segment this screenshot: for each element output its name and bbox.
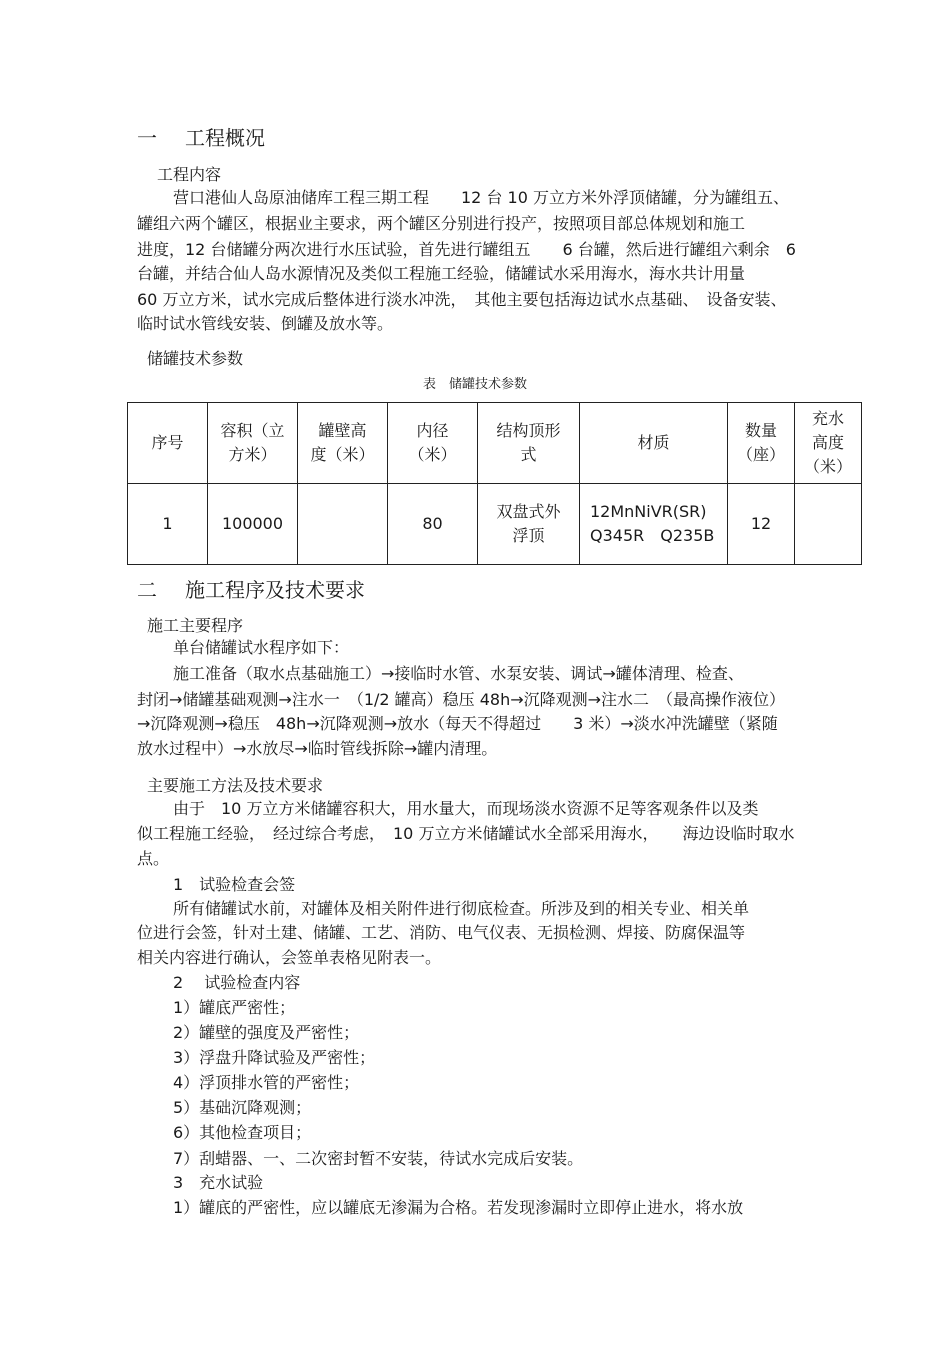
- tank-parameters-table: [127, 402, 862, 565]
- header-cell-diameter: 内径 （米）: [388, 403, 478, 484]
- table-header-row: [128, 403, 862, 484]
- item2-list-4: 4）浮顶排水管的严密性；: [173, 1073, 360, 1092]
- proc-line-2: 封闭→储罐基础观测→注水一 （1/2 罐高）稳压 48h→沉降观测→注水二 （最高操作液位）: [137, 690, 786, 709]
- header-cell-fill-height: 充水 高度 （米）: [795, 403, 862, 484]
- section1-sub1: 工程内容: [157, 165, 222, 184]
- header-cell-roof-type: 结构顶形 式: [478, 403, 580, 484]
- item2-list-5: 5）基础沉降观测；: [173, 1098, 312, 1117]
- cell-no: 1: [128, 484, 208, 565]
- item1-line-3: 相关内容进行确认，会签单表格见附表一。: [137, 948, 442, 967]
- section2-sub2: 主要施工方法及技术要求: [147, 776, 324, 795]
- cell-roof-type: 双盘式外 浮顶: [478, 484, 580, 565]
- item1-line-2: 位进行会签，针对土建、储罐、工艺、消防、电气仪表、无损检测、焊接、防腐保温等: [137, 923, 746, 942]
- proc-intro: 单台储罐试水程序如下：: [173, 638, 350, 657]
- item2-list-2: 2）罐壁的强度及严密性；: [173, 1023, 360, 1042]
- header-cell-volume: 容积（立 方米）: [208, 403, 298, 484]
- header-cell-no: 序号: [128, 403, 208, 484]
- section2-heading: [137, 574, 365, 603]
- item1-line-1: 所有储罐试水前，对罐体及相关附件进行彻底检查。所涉及到的相关专业、相关单: [173, 899, 750, 918]
- item2-list-3: 3）浮盘升降试验及严密性；: [173, 1048, 376, 1067]
- para1-line-5: 60 万立方米，试水完成后整体进行淡水冲洗， 其他主要包括海边试水点基础、 设备安装、: [137, 290, 787, 309]
- table-caption: 表 储罐技术参数: [422, 377, 527, 392]
- cell-volume: 100000: [208, 484, 298, 565]
- cell-quantity: 12: [728, 484, 795, 565]
- item3-title: 3 充水试验: [173, 1173, 264, 1192]
- cell-diameter: 80: [388, 484, 478, 565]
- para1-line-1: 营口港仙人岛原油储库工程三期工程 12 台 10 万立方米外浮顶储罐，分为罐组五、: [173, 188, 789, 207]
- proc-line-4: 放水过程中）→水放尽→临时管线拆除→罐内清理。: [137, 739, 498, 758]
- item2-list-6: 6）其他检查项目；: [173, 1123, 312, 1142]
- item2-list-7: 7）刮蜡器、一、二次密封暂不安装，待试水完成后安装。: [173, 1149, 584, 1168]
- item2-list-1: 1）罐底严密性；: [173, 998, 296, 1017]
- para1-line-3: 进度，12 台储罐分两次进行水压试验，首先进行罐组五 6 台罐，然后进行罐组六剩余 6: [137, 240, 796, 259]
- table-row: [128, 484, 862, 565]
- proc-line-1: 施工准备（取水点基础施工）→接临时水管、水泵安装、调试→罐体清理、检查、: [173, 664, 744, 683]
- section2-sub1: 施工主要程序: [147, 616, 244, 635]
- method-line-1: 由于 10 万立方米储罐容积大，用水量大，而现场淡水资源不足等客观条件以及类: [173, 799, 759, 818]
- para1-line-2: 罐组六两个罐区，根据业主要求，两个罐区分别进行投产，按照项目部总体规划和施工: [137, 214, 746, 233]
- section1-number: 一: [137, 126, 157, 150]
- method-line-2: 似工程施工经验， 经过综合考虑， 10 万立方米储罐试水全部采用海水， 海边设临时取水: [137, 824, 795, 843]
- cell-fill-height: [795, 484, 862, 565]
- header-cell-wall-height: 罐壁高 度（米）: [298, 403, 388, 484]
- item2-title: 2 试验检查内容: [173, 973, 301, 992]
- header-cell-quantity: 数量 （座）: [728, 403, 795, 484]
- section1-title: 工程概况: [185, 126, 265, 150]
- item1-title: 1 试验检查会签: [173, 875, 296, 894]
- header-cell-material: 材质: [580, 403, 728, 484]
- method-line-3: 点。: [137, 849, 170, 868]
- section2-number: 二: [137, 578, 157, 602]
- cell-material: 12MnNiVR(SR) Q345R Q235B: [580, 484, 728, 565]
- para1-line-4: 台罐，并结合仙人岛水源情况及类似工程施工经验，储罐试水采用海水，海水共计用量: [137, 264, 746, 283]
- cell-wall-height: [298, 484, 388, 565]
- proc-line-3: →沉降观测→稳压 48h→沉降观测→放水（每天不得超过 3 米）→淡水冲洗罐壁（紧随: [137, 714, 778, 733]
- section1-heading: [137, 122, 265, 151]
- para1-line-6: 临时试水管线安装、倒罐及放水等。: [137, 314, 394, 333]
- section2-title: 施工程序及技术要求: [185, 578, 365, 602]
- section1-sub2: 储罐技术参数: [147, 349, 244, 368]
- item3-line-1: 1）罐底的严密性，应以罐底无渗漏为合格。若发现渗漏时立即停止进水，将水放: [173, 1198, 744, 1217]
